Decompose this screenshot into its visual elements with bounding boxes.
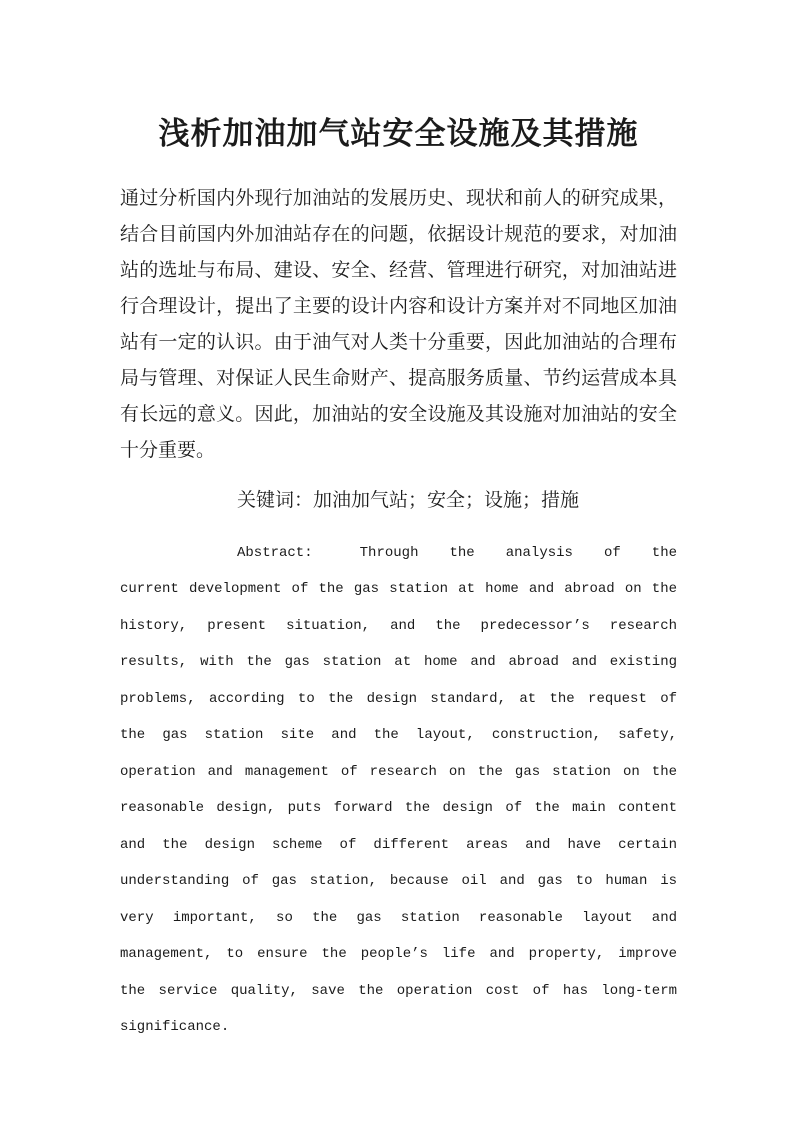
- abstract-line: understanding of gas station, because oil and gas to human is: [120, 873, 677, 890]
- abstract-line: current development of the gas station at home and abroad on the: [120, 581, 677, 598]
- abstract-first-line: [120, 535, 677, 572]
- intro-line: 十分重要。: [120, 439, 216, 461]
- intro-line: 局与管理、对保证人民生命财产、提高服务质量、节约运营成本具: [120, 367, 677, 389]
- intro-line: 有长远的意义。因此，加油站的安全设施及其设施对加油站的安全: [120, 403, 677, 425]
- document-title: 浅析加油加气站安全设施及其措施: [158, 115, 639, 151]
- abstract-line: results, with the gas station at home and abroad and existing: [120, 654, 677, 671]
- abstract-line: reasonable design, puts forward the design of the main content: [120, 800, 677, 817]
- abstract-line: management, to ensure the people’s life and property, improve: [120, 946, 677, 963]
- intro-line: 站的选址与布局、建设、安全、经营、管理进行研究，对加油站进: [120, 259, 677, 281]
- intro-paragraph: [120, 181, 677, 469]
- abstract-line: significance.: [120, 1019, 230, 1036]
- abstract-line: problems, according to the design standard, at the request of: [120, 690, 677, 707]
- keywords-line: 关键词：加油加气站；安全；设施；措施: [237, 489, 580, 511]
- intro-line: 行合理设计，提出了主要的设计内容和设计方案并对不同地区加油: [120, 295, 677, 317]
- abstract-line: operation and management of research on the gas station on the: [120, 763, 677, 780]
- abstract-label: Abstract:: [237, 544, 313, 561]
- intro-line: 站有一定的认识。由于油气对人类十分重要，因此加油站的合理布: [120, 331, 677, 353]
- abstract-line: very important, so the gas station reasonable layout and: [120, 909, 677, 926]
- abstract-line: and the design scheme of different areas and have certain: [120, 836, 677, 853]
- abstract-line: history, present situation, and the predecessor’s research: [120, 617, 677, 634]
- abstract-paragraph: [120, 535, 677, 1046]
- intro-line: 通过分析国内外现行加油站的发展历史、现状和前人的研究成果，: [120, 187, 677, 209]
- abstract-line: the gas station site and the layout, construction, safety,: [120, 727, 677, 744]
- abstract-first-line-text: Through the analysis of the: [359, 544, 677, 561]
- intro-line: 结合目前国内外加油站存在的问题，依据设计规范的要求，对加油: [120, 223, 677, 245]
- abstract-line: the service quality, save the operation cost of has long-term: [120, 982, 677, 999]
